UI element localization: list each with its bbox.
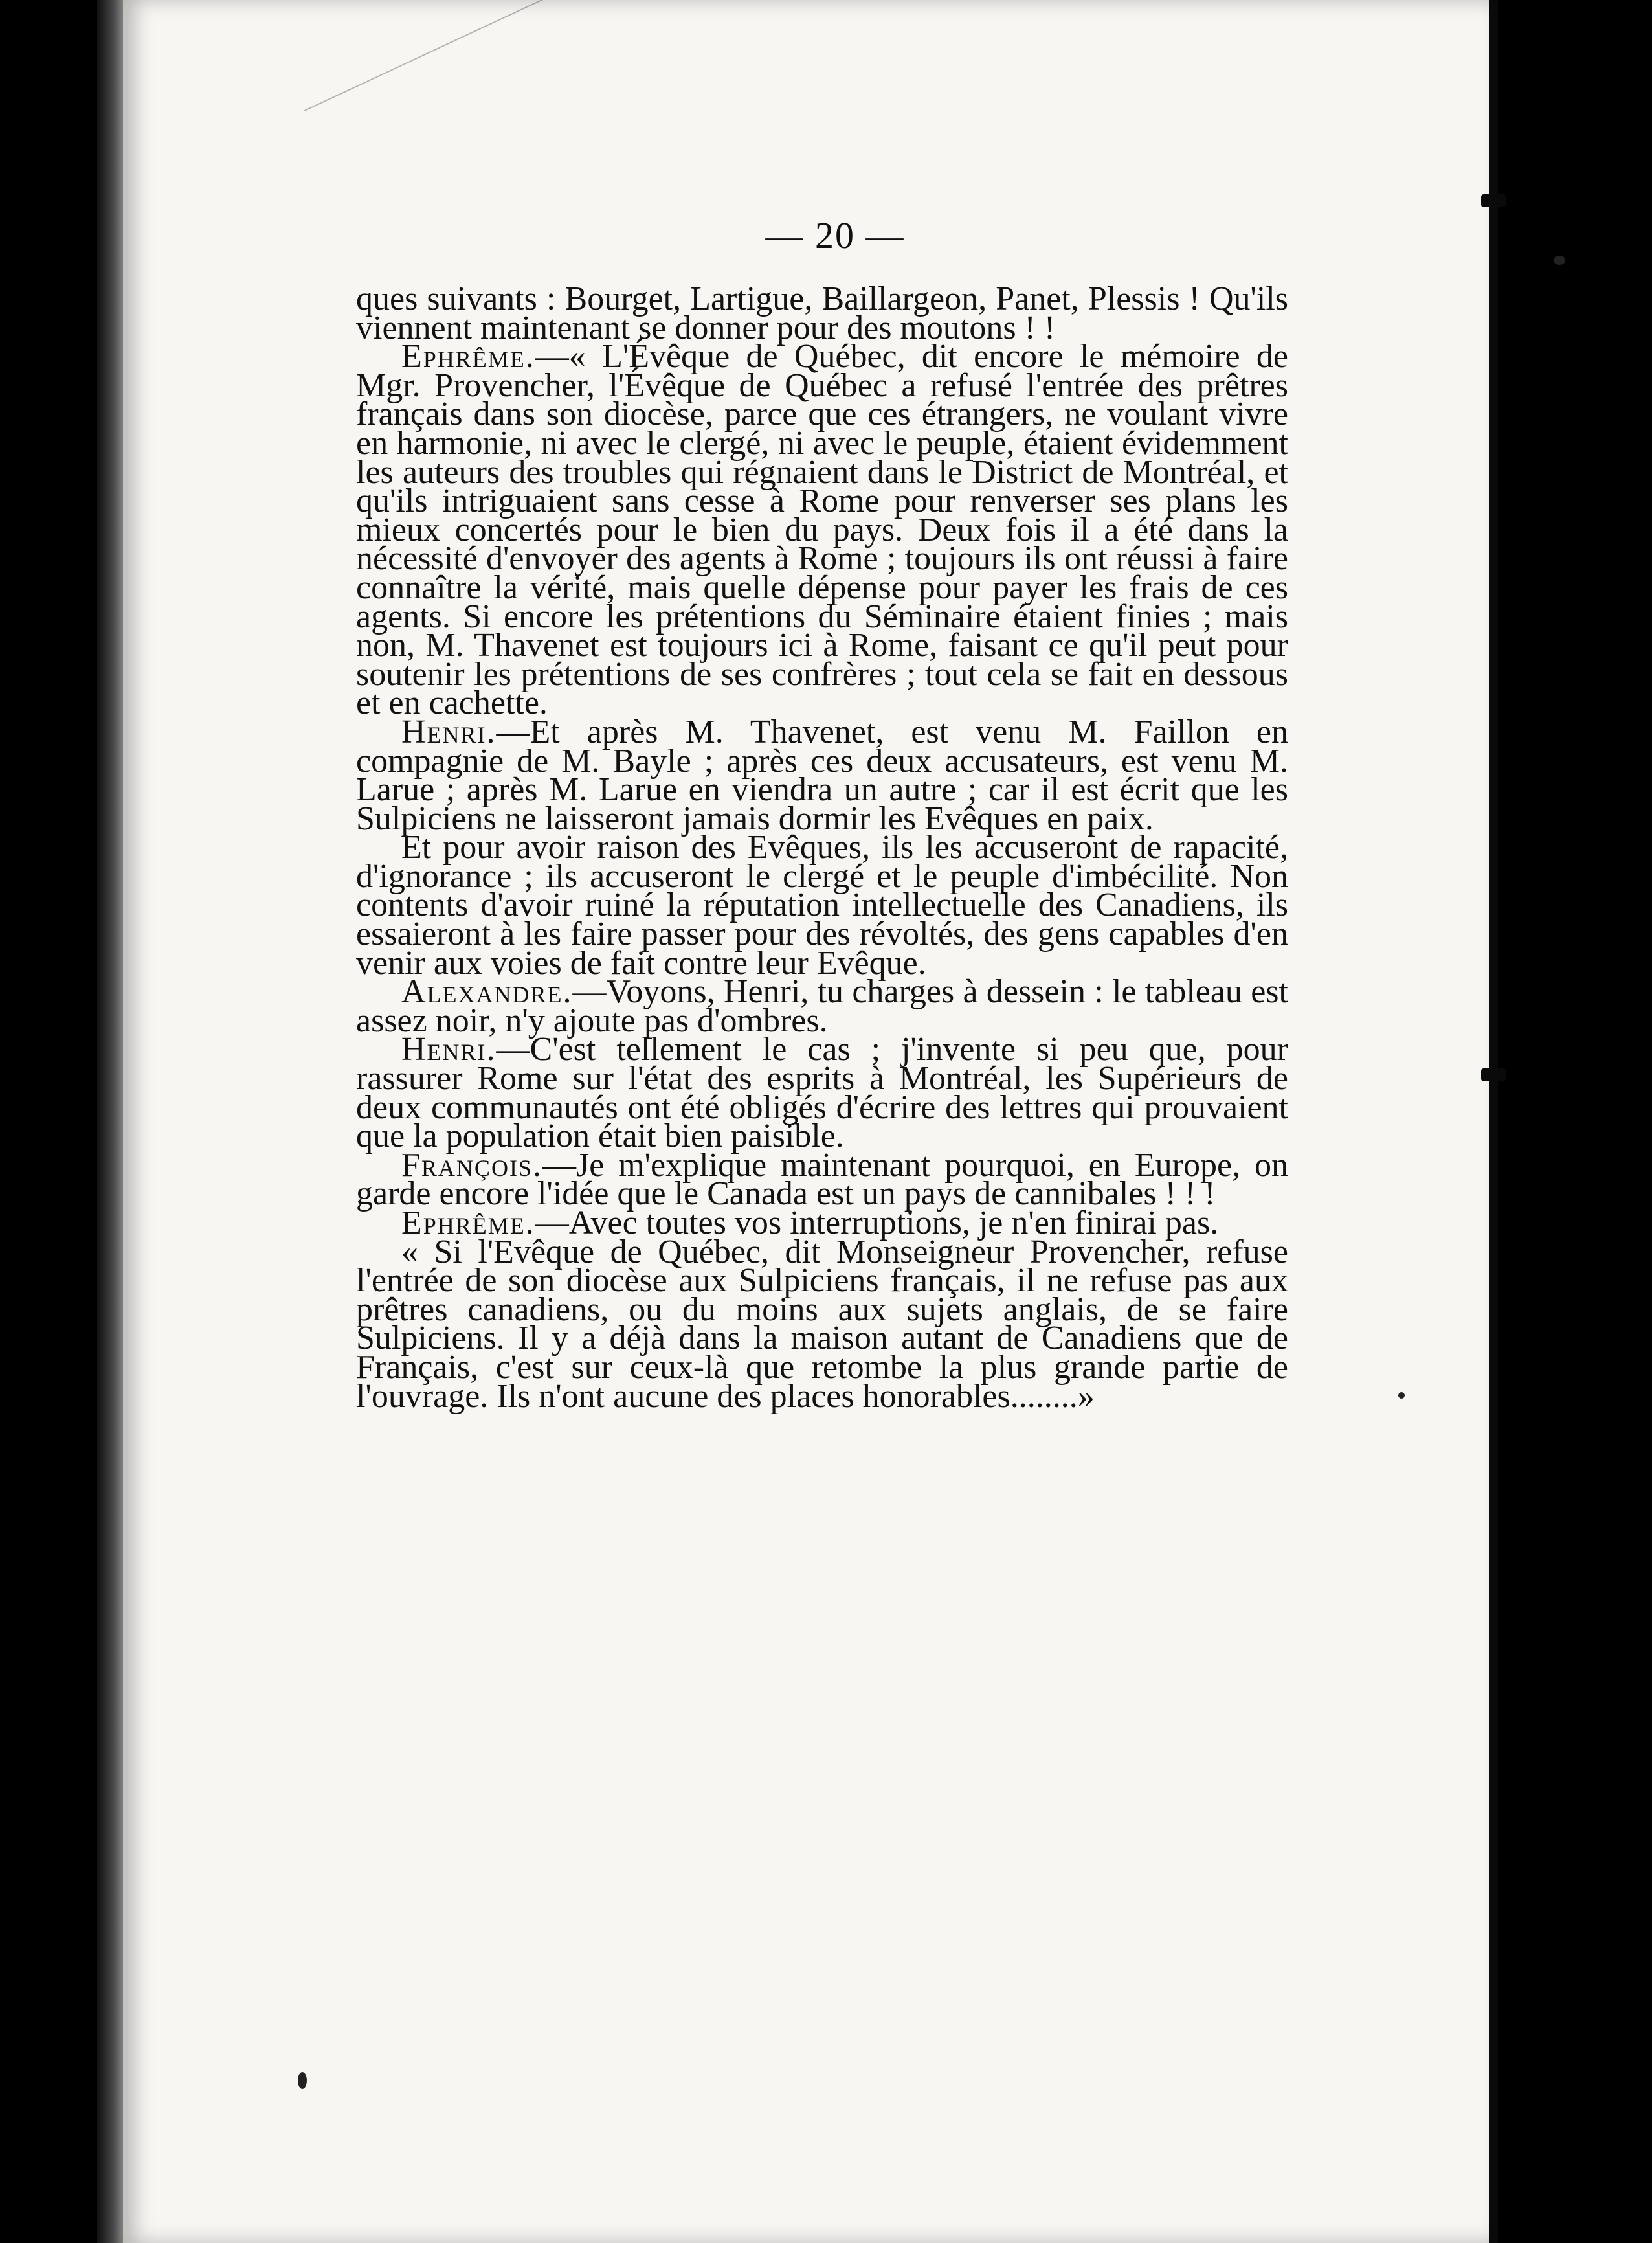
dialogue-text: —C'est tellement le cas ; j'invente si peu que, pour rassurer Rome sur l'état des esprits à Montréal, les Supérieurs de deux communautés ont été obligés d'écrire des lettres qui prouvaient que la population était bien paisible. — [356, 1031, 1288, 1155]
speaker-name: Henri. — [401, 1031, 497, 1068]
paragraph — [356, 713, 1288, 837]
dialogue-text: —Avec toutes vos interruptions, je n'en finirai pas. — [535, 1204, 1219, 1241]
page-number: — 20 — — [765, 214, 905, 256]
speaker-name: Henri. — [401, 713, 497, 750]
paragraph: « Si l'Evêque de Québec, dit Monseigneur Provencher, refuse l'entrée de son diocèse aux Sulpiciens français, il ne refuse pas aux prêtres canadiens, ou du moins aux sujets anglais, de se faire Sulpiciens. Il y a déjà dans la maison autant de Canadiens que de Français, c'est sur ceux-là que retombe la plus grande partie de l'ouvrage. Ils n'ont aucune des places honorables........» — [356, 1233, 1288, 1415]
paragraph — [356, 1146, 1288, 1213]
paragraph — [356, 1031, 1288, 1155]
speaker-name: Ephrême. — [401, 338, 535, 376]
gutter-mark — [1481, 1068, 1506, 1081]
paragraph — [356, 338, 1288, 722]
ink-speck — [1554, 256, 1565, 265]
paragraph: ques suivants : Bourget, Lartigue, Baillargeon, Panet, Plessis ! Qu'ils viennent maintenant se donner pour des moutons ! ! — [356, 280, 1288, 346]
paragraph — [356, 973, 1288, 1039]
dialogue-text: —Je m'explique maintenant pourquoi, en Europe, on garde encore l'idée que le Canada est un pays de cannibales ! ! ! — [356, 1146, 1288, 1213]
speaker-name: Alexandre. — [401, 973, 573, 1011]
dialogue-text: —« L'Évêque de Québec, dit encore le mémoire de Mgr. Provencher, l'Évêque de Québec a refusé l'entrée des prêtres français dans son diocèse, parce que ces étrangers, ne voulant vivre en harmonie, ni avec le clergé, ni avec le peuple, étaient évidemment les auteurs des troubles qui régnaient dans le District de Montréal, et qu'ils intriguaient sans cesse à Rome pour renverser ses plans les mieux concertés pour le bien du pays. Deux fois il a été dans la nécessité d'envoyer des agents à Rome ; toujours ils ont réussi à faire connaître la vérité, mais quelle dépense pour payer les frais de ces agents. Si encore les prétentions du Séminaire étaient finies ; mais non, M. Thavenet est toujours ici à Rome, faisant ce qu'il peut pour soutenir les prétentions de ses confrères ; tout cela se fait en dessous et en cachette. — [356, 338, 1288, 722]
binding-gutter — [1489, 0, 1498, 2243]
speaker-name: Ephrême. — [401, 1204, 535, 1241]
dialogue-text: —Voyons, Henri, tu charges à dessein : le tableau est assez noir, n'y ajoute pas d'ombres. — [356, 973, 1288, 1039]
speaker-name: François. — [401, 1146, 542, 1184]
paragraph: Et pour avoir raison des Evêques, ils les accuseront de rapacité, d'ignorance ; ils accuseront le clergé et le peuple d'imbécilité. Non contents d'avoir ruiné la réputation intellectuelle des Canadiens, ils essaieront à les faire passer pour des révoltés, des gens capables d'en venir aux voies de fait contre leur Evêque. — [356, 829, 1288, 982]
ink-speck — [298, 2072, 307, 2089]
dialogue-text: —Et après M. Thavenet, est venu M. Faillon en compagnie de M. Bayle ; après ces deux accusateurs, est venu M. Larue ; après M. Larue en viendra un autre ; car il est écrit que les Sulpiciens ne laisseront jamais dormir les Evêques en paix. — [356, 713, 1288, 837]
body-text — [356, 280, 1288, 1415]
gutter-mark — [1481, 194, 1506, 207]
ink-speck — [1398, 1392, 1405, 1399]
